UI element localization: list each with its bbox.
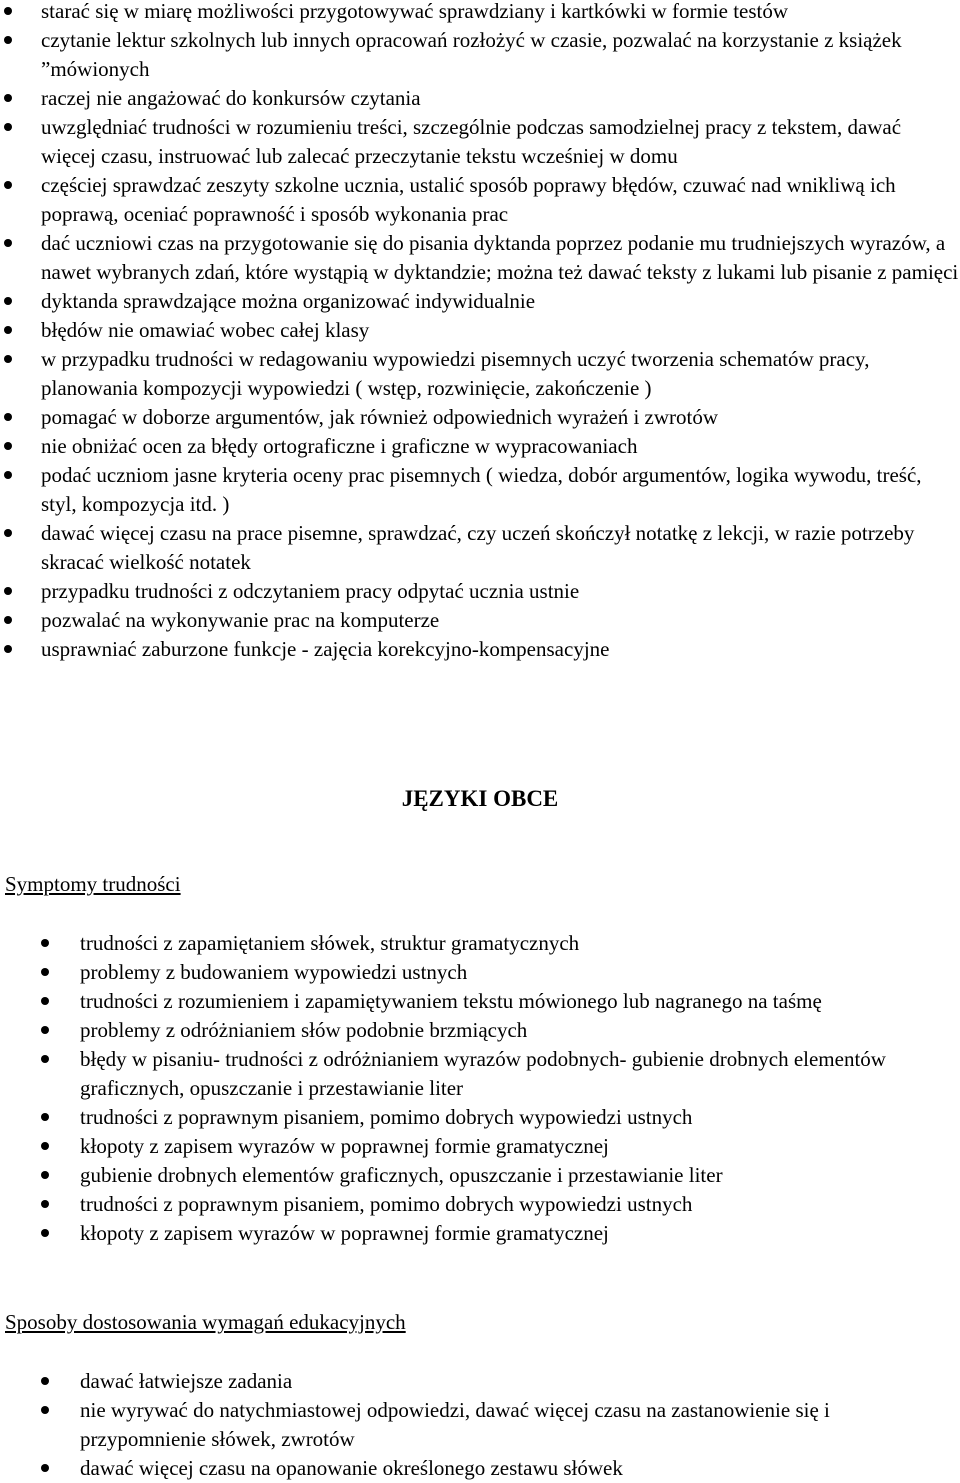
list-item-text: uwzględniać trudności w rozumieniu treści, szczególnie podczas samodzielnej pracy z tekstem, dawać więcej czasu, instruować lub zalecać przeczytanie tekstu wcześniej w domu	[41, 115, 902, 168]
list-item-text: kłopoty z zapisem wyrazów w poprawnej formie gramatycznej	[80, 1134, 609, 1158]
list-item-text: pozwalać na wykonywanie prac na komputerze	[41, 608, 440, 632]
bullet-icon	[4, 326, 12, 334]
list-item	[0, 1016, 960, 1045]
bullet-icon	[41, 1406, 49, 1414]
bullet-icon	[4, 413, 12, 421]
list-item	[0, 1161, 960, 1190]
bullet-icon	[4, 529, 12, 537]
bullet-icon	[4, 587, 12, 595]
list-item	[0, 519, 960, 577]
list-item-text: nie obniżać ocen za błędy ortograficzne i graficzne w wypracowaniach	[41, 434, 638, 458]
list-item	[0, 287, 960, 316]
list-item	[0, 432, 960, 461]
bullet-icon	[41, 968, 49, 976]
list-item-text: starać się w miarę możliwości przygotowywać sprawdziany i kartkówki w formie testów	[41, 0, 789, 23]
list-item-text: nie wyrywać do natychmiastowej odpowiedzi, dawać więcej czasu na zastanowienie się i przypomnienie słówek, zwrotów	[80, 1398, 830, 1451]
list-item	[0, 1219, 960, 1248]
list-item	[0, 929, 960, 958]
list-item	[0, 1396, 960, 1454]
list-item-text: błędy w pisaniu- trudności z odróżnianiem wyrazów podobnych- gubienie drobnych elementów graficznych, opuszczanie i przestawianie liter	[80, 1047, 886, 1100]
list-item	[0, 1045, 960, 1103]
list-item	[0, 577, 960, 606]
list-item	[0, 958, 960, 987]
list-item-text: pomagać w doborze argumentów, jak również odpowiednich wyrażeń i zwrotów	[41, 405, 719, 429]
list-item	[0, 1454, 960, 1483]
list-item-text: czytanie lektur szkolnych lub innych opracowań rozłożyć w czasie, pozwalać na korzystanie z książek ”mówionych	[41, 28, 902, 81]
list-item-text: kłopoty z zapisem wyrazów w poprawnej formie gramatycznej	[80, 1221, 609, 1245]
list-item	[0, 987, 960, 1016]
list-item	[0, 84, 960, 113]
bullet-icon	[41, 1377, 49, 1385]
bullet-icon	[41, 939, 49, 947]
symptoms-list	[0, 929, 960, 1248]
bullet-icon	[4, 297, 12, 305]
list-item-text: trudności z poprawnym pisaniem, pomimo dobrych wypowiedzi ustnych	[80, 1105, 693, 1129]
list-item	[0, 0, 960, 26]
list-item	[0, 635, 960, 664]
recommendations-list	[0, 0, 960, 664]
bullet-icon	[4, 181, 12, 189]
list-item	[0, 461, 960, 519]
list-item	[0, 316, 960, 345]
list-item	[0, 606, 960, 635]
bullet-icon	[4, 123, 12, 131]
bullet-icon	[41, 1026, 49, 1034]
methods-heading: Sposoby dostosowania wymagań edukacyjnych	[5, 1310, 406, 1334]
list-item	[0, 403, 960, 432]
bullet-icon	[4, 36, 12, 44]
bullet-icon	[41, 1229, 49, 1237]
list-item-text: trudności z zapamiętaniem słówek, struktur gramatycznych	[80, 931, 580, 955]
bullet-icon	[41, 1200, 49, 1208]
list-item-text: dawać łatwiejsze zadania	[80, 1369, 293, 1393]
list-item	[0, 113, 960, 171]
list-item-text: trudności z poprawnym pisaniem, pomimo dobrych wypowiedzi ustnych	[80, 1192, 693, 1216]
bullet-icon	[41, 997, 49, 1005]
symptoms-heading: Symptomy trudności	[5, 872, 181, 896]
section-heading: JĘZYKI OBCE	[401, 786, 559, 811]
list-item-text: dyktanda sprawdzające można organizować indywidualnie	[41, 289, 536, 313]
bullet-icon	[4, 471, 12, 479]
list-item-text: dawać więcej czasu na opanowanie określonego zestawu słówek	[80, 1456, 623, 1480]
list-item	[0, 1103, 960, 1132]
bullet-icon	[4, 616, 12, 624]
list-item	[0, 171, 960, 229]
list-item-text: błędów nie omawiać wobec całej klasy	[41, 318, 370, 342]
list-item-text: problemy z odróżnianiem słów podobnie brzmiących	[80, 1018, 528, 1042]
list-item-text: trudności z rozumieniem i zapamiętywaniem tekstu mówionego lub nagranego na taśmę	[80, 989, 822, 1013]
list-item-text: częściej sprawdzać zeszyty szkolne ucznia, ustalić sposób poprawy błędów, czuwać nad wnikliwą ich poprawą, oceniać poprawność i sposób wykonania prac	[41, 173, 896, 226]
bullet-icon	[41, 1055, 49, 1063]
methods-list	[0, 1367, 960, 1483]
list-item-text: usprawniać zaburzone funkcje - zajęcia korekcyjno-kompensacyjne	[41, 637, 610, 661]
list-item-text: raczej nie angażować do konkursów czytania	[41, 86, 421, 110]
list-item	[0, 26, 960, 84]
list-item	[0, 1367, 960, 1396]
bullet-icon	[4, 442, 12, 450]
bullet-icon	[4, 355, 12, 363]
list-item-text: podać uczniom jasne kryteria oceny prac pisemnych ( wiedza, dobór argumentów, logika wywodu, treść, styl, kompozycja itd. )	[41, 463, 922, 516]
bullet-icon	[41, 1113, 49, 1121]
bullet-icon	[41, 1142, 49, 1150]
list-item-text: przypadku trudności z odczytaniem pracy odpytać ucznia ustnie	[41, 579, 580, 603]
list-item	[0, 345, 960, 403]
bullet-icon	[4, 239, 12, 247]
list-item-text: w przypadku trudności w redagowaniu wypowiedzi pisemnych uczyć tworzenia schematów pracy, planowania kompozycji wypowiedzi ( wstęp, rozwinięcie, zakończenie )	[41, 347, 870, 400]
list-item-text: dawać więcej czasu na prace pisemne, sprawdzać, czy uczeń skończył notatkę z lekcji, w razie potrzeby skracać wielkość notatek	[41, 521, 915, 574]
list-item-text: gubienie drobnych elementów graficznych, opuszczanie i przestawianie liter	[80, 1163, 723, 1187]
list-item	[0, 229, 960, 287]
bullet-icon	[4, 645, 12, 653]
list-item	[0, 1132, 960, 1161]
list-item-text: problemy z budowaniem wypowiedzi ustnych	[80, 960, 468, 984]
bullet-icon	[41, 1171, 49, 1179]
bullet-icon	[4, 7, 12, 15]
list-item-text: dać uczniowi czas na przygotowanie się do pisania dyktanda poprzez podanie mu trudniejszych wyrazów, a nawet wybranych zdań, które wystąpią w dyktandzie; można też dawać teksty z lukami lub pisanie z pamięci	[41, 231, 959, 284]
bullet-icon	[41, 1464, 49, 1472]
list-item	[0, 1190, 960, 1219]
bullet-icon	[4, 94, 12, 102]
